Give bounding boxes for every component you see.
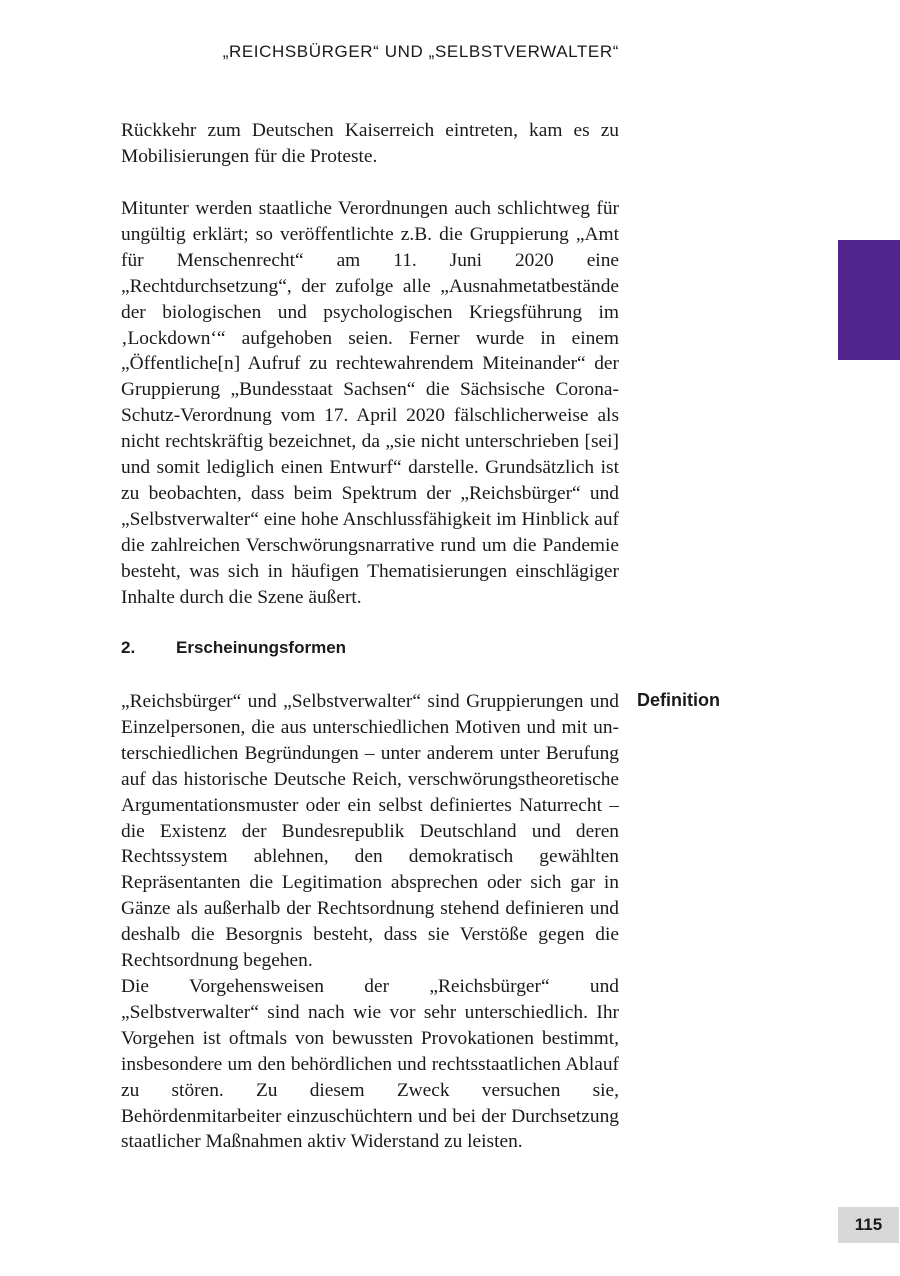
chapter-tab-marker [838,240,900,360]
paragraph-vorgehensweisen: Die Vorgehensweisen der „Reichsbürger“ und „Selbstverwalter“ sind nach wie vor sehr unterschiedlich. Ihr Vorgehen ist oftmals von bewussten Provokationen bestimmt, insbesondere um den behördlichen und rechtsstaatlichen Ablauf zu stören. Zu diesem Zweck versuchen sie, Behördenmitarbeiter einzuschüchtern und bei der Durchsetzung staatlicher Maßnahmen aktiv Widerstand zu leisten. [121,976,619,1153]
running-header: „REICHSBÜRGER“ UND „SELBSTVERWALTER“ [222,42,619,61]
margin-note-definition: Definition [637,690,720,710]
paragraph-definition: „Reichsbürger“ und „Selbstverwalter“ sind Gruppierungen und Einzelpersonen, die aus unterschiedlichen Motiven und mit unterschiedlichen Begründungen – unter anderem unter Berufung auf das historische Deutsche Reich, verschwörungstheoretische Argumentationsmuster oder ein selbst definiertes Naturrecht – die Existenz der Bundesrepublik Deutschland und deren Rechtssystem ablehnen, den demokratisch gewählten Repräsentanten die Legitimation absprechen oder sich gar in Gänze als außerhalb der Rechtsordnung stehend definieren und deshalb die Besorgnis besteht, dass sie Verstöße gegen die Rechtsordnung begehen. [121,691,619,972]
section-heading [121,638,619,658]
paragraph-verordnungen: Mitunter werden staatliche Verordnungen auch schlichtweg für ungültig erklärt; so veröffentlichte z.B. die Gruppierung „Amt für Menschenrecht“ am 11. Juni 2020 eine „Rechtdurchsetzung“, der zufolge alle „Ausnahmetatbestände der biologischen und psychologischen Kriegsführung im ‚Lockdown‘“ aufgehoben seien. Ferner wurde in einem „Öffentliche[n] Aufruf zu rechtewahrendem Miteinander“ der Gruppierung „Bundesstaat Sachsen“ die Sächsische Corona-Schutz-Verordnung vom 17. April 2020 fälschlicherweise als nicht rechtskräftig bezeichnet, da „sie nicht unterschrieben [sei] und somit lediglich einen Entwurf“ darstelle. Grundsätzlich ist zu beobachten, dass beim Spektrum der „Reichsbürger“ und „Selbstverwalter“ eine hohe Anschlussfähigkeit im Hinblick auf die zahlreichen Verschwörungsnarrative rund um die Pandemie besteht, was sich in häufigen Thematisierungen einschlägiger Inhalte durch die Szene äußert. [121,198,619,608]
paragraph-continuation: Rückkehr zum Deutschen Kaiserreich eintreten, kam es zu Mobilisierungen für die Proteste. [121,120,619,167]
section-title: Erscheinungsformen [176,638,347,657]
section-number: 2. [121,638,136,657]
page-number: 115 [838,1207,899,1243]
